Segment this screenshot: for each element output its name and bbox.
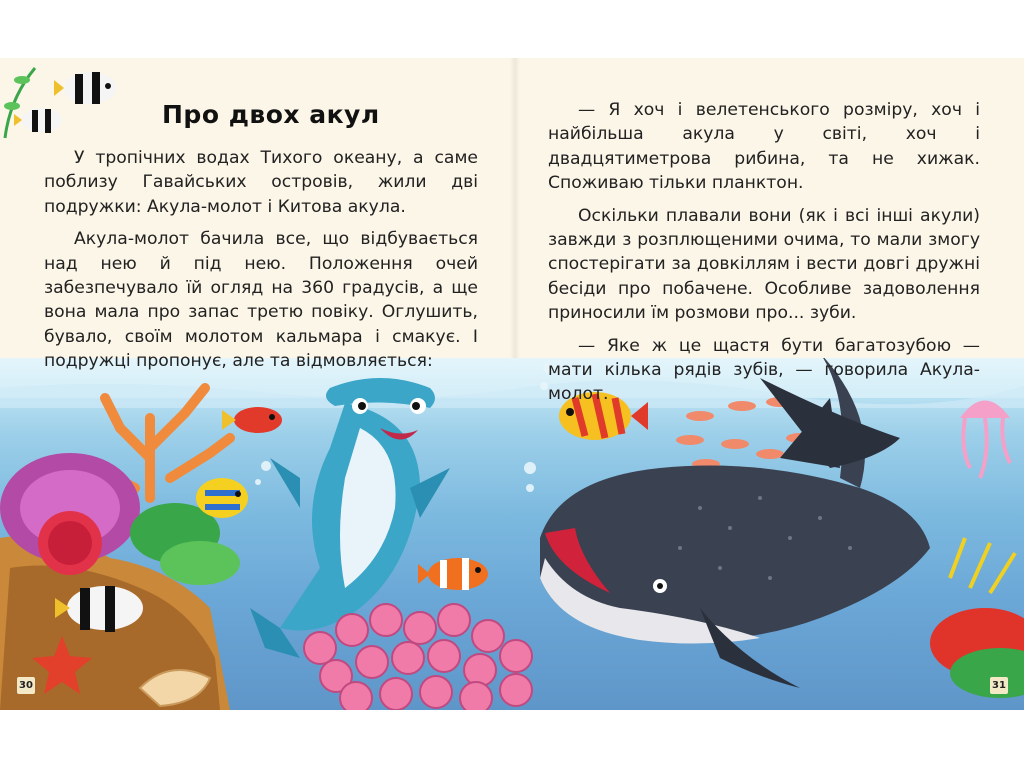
paragraph: Акула-молот бачила все, що відбувається над нею й під нею. Положення очей забезпечувало їй огляд на 360 градусів, а ще вона мала про запас третю повіку. Оглушить, бувало, своїм молотом кальмара і смакує. І подружці пропонує, але та відмовляється: (44, 229, 478, 372)
paragraph: — Яке ж це щастя бути багатозубою — мати кілька рядів зубів, — говорила Акула-молот. (548, 335, 980, 405)
story-title: Про двох акул (162, 100, 380, 129)
angelfish-small (14, 108, 62, 133)
left-page-text (44, 146, 478, 382)
paragraph: — Я хоч і велетенського розміру, хоч і найбільша акула у світі, хоч і двадцятиметрова рибина, та не хижак. Споживаю тільки планктон. (548, 100, 980, 194)
paragraph: У тропічних водах Тихого океану, а саме поблизу Гавайських островів, жили дві подружки: Акула-молот і Китова акула. (44, 148, 478, 217)
clownfish (418, 558, 488, 590)
page-number-right: 31 (990, 677, 1008, 694)
coral-right (930, 538, 1024, 698)
butterflyfish (196, 478, 248, 518)
red-fish (222, 407, 282, 433)
top-left-decoration (0, 58, 140, 143)
paragraph: Оскільки плавали вони (як і всі інші акули) завжди з розплющеними очима, то мали змогу спостерігати за довкіллям і вести довгі дружні бесіди про побачене. Особливе задоволення приносили їм розмови про... зуби. (548, 205, 980, 324)
right-page-text (548, 98, 980, 415)
page-number-left: 30 (17, 677, 35, 694)
angelfish-top (54, 72, 116, 104)
